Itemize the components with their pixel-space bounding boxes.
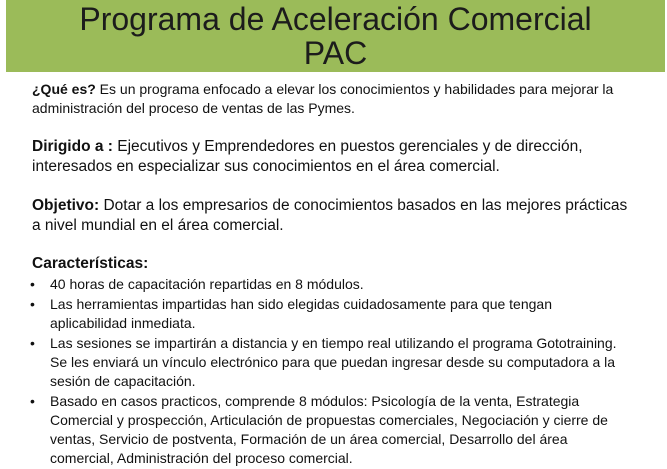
list-item <box>30 295 632 333</box>
section-label: Objetivo: <box>32 197 100 214</box>
section-caracteristicas-title: Características: <box>32 255 149 272</box>
caracteristicas-list <box>32 275 632 468</box>
bullet-icon: • <box>30 393 35 409</box>
bullet-icon: • <box>30 276 35 292</box>
title-banner <box>6 0 665 72</box>
list-item <box>30 392 632 468</box>
list-item-text: 40 horas de capacitación repartidas en 8 módulos. <box>50 276 364 292</box>
page-subtitle: PAC <box>303 35 368 71</box>
bullet-icon: • <box>30 296 35 312</box>
section-que-es <box>32 80 632 118</box>
list-item-text: Las herramientas impartidas han sido elegidas cuidadosamente para que tengan aplicabilidad inmediata. <box>50 296 552 331</box>
section-text: Ejecutivos y Emprendedores en puestos gerenciales y de dirección, interesados en especializar sus conocimientos en el área comercial. <box>32 138 583 175</box>
section-label: ¿Qué es? <box>32 81 96 97</box>
section-text: Es un programa enfocado a elevar los conocimientos y habilidades para mejorar la administración del proceso de ventas de las Pymes. <box>32 81 614 116</box>
document-body <box>32 80 632 469</box>
section-objetivo <box>32 196 632 236</box>
list-item <box>30 275 632 294</box>
list-item <box>30 334 632 391</box>
section-text: Dotar a los empresarios de conocimientos basados en las mejores prácticas a nivel mundial en el área comercial. <box>32 197 628 234</box>
bullet-icon: • <box>30 335 35 351</box>
section-label: Dirigido a : <box>32 138 113 155</box>
list-item-text: Las sesiones se impartirán a distancia y en tiempo real utilizando el programa Gototraining. Se les enviará un vínculo electrónico para que puedan ingresar desde su computadora a la sesión de capacitación. <box>50 335 617 389</box>
page-title: Programa de Aceleración Comercial <box>79 1 592 37</box>
list-item-text: Basado en casos practicos, comprende 8 módulos: Psicología de la venta, Estrategia Comercial y prospección, Articulación de propuestas comerciales, Negociación y cierre de ventas, Servicio de postventa, Formación de un área comercial, Desarrollo del área comercial, Administración del proceso comercial. <box>50 393 608 466</box>
section-dirigido <box>32 137 632 177</box>
